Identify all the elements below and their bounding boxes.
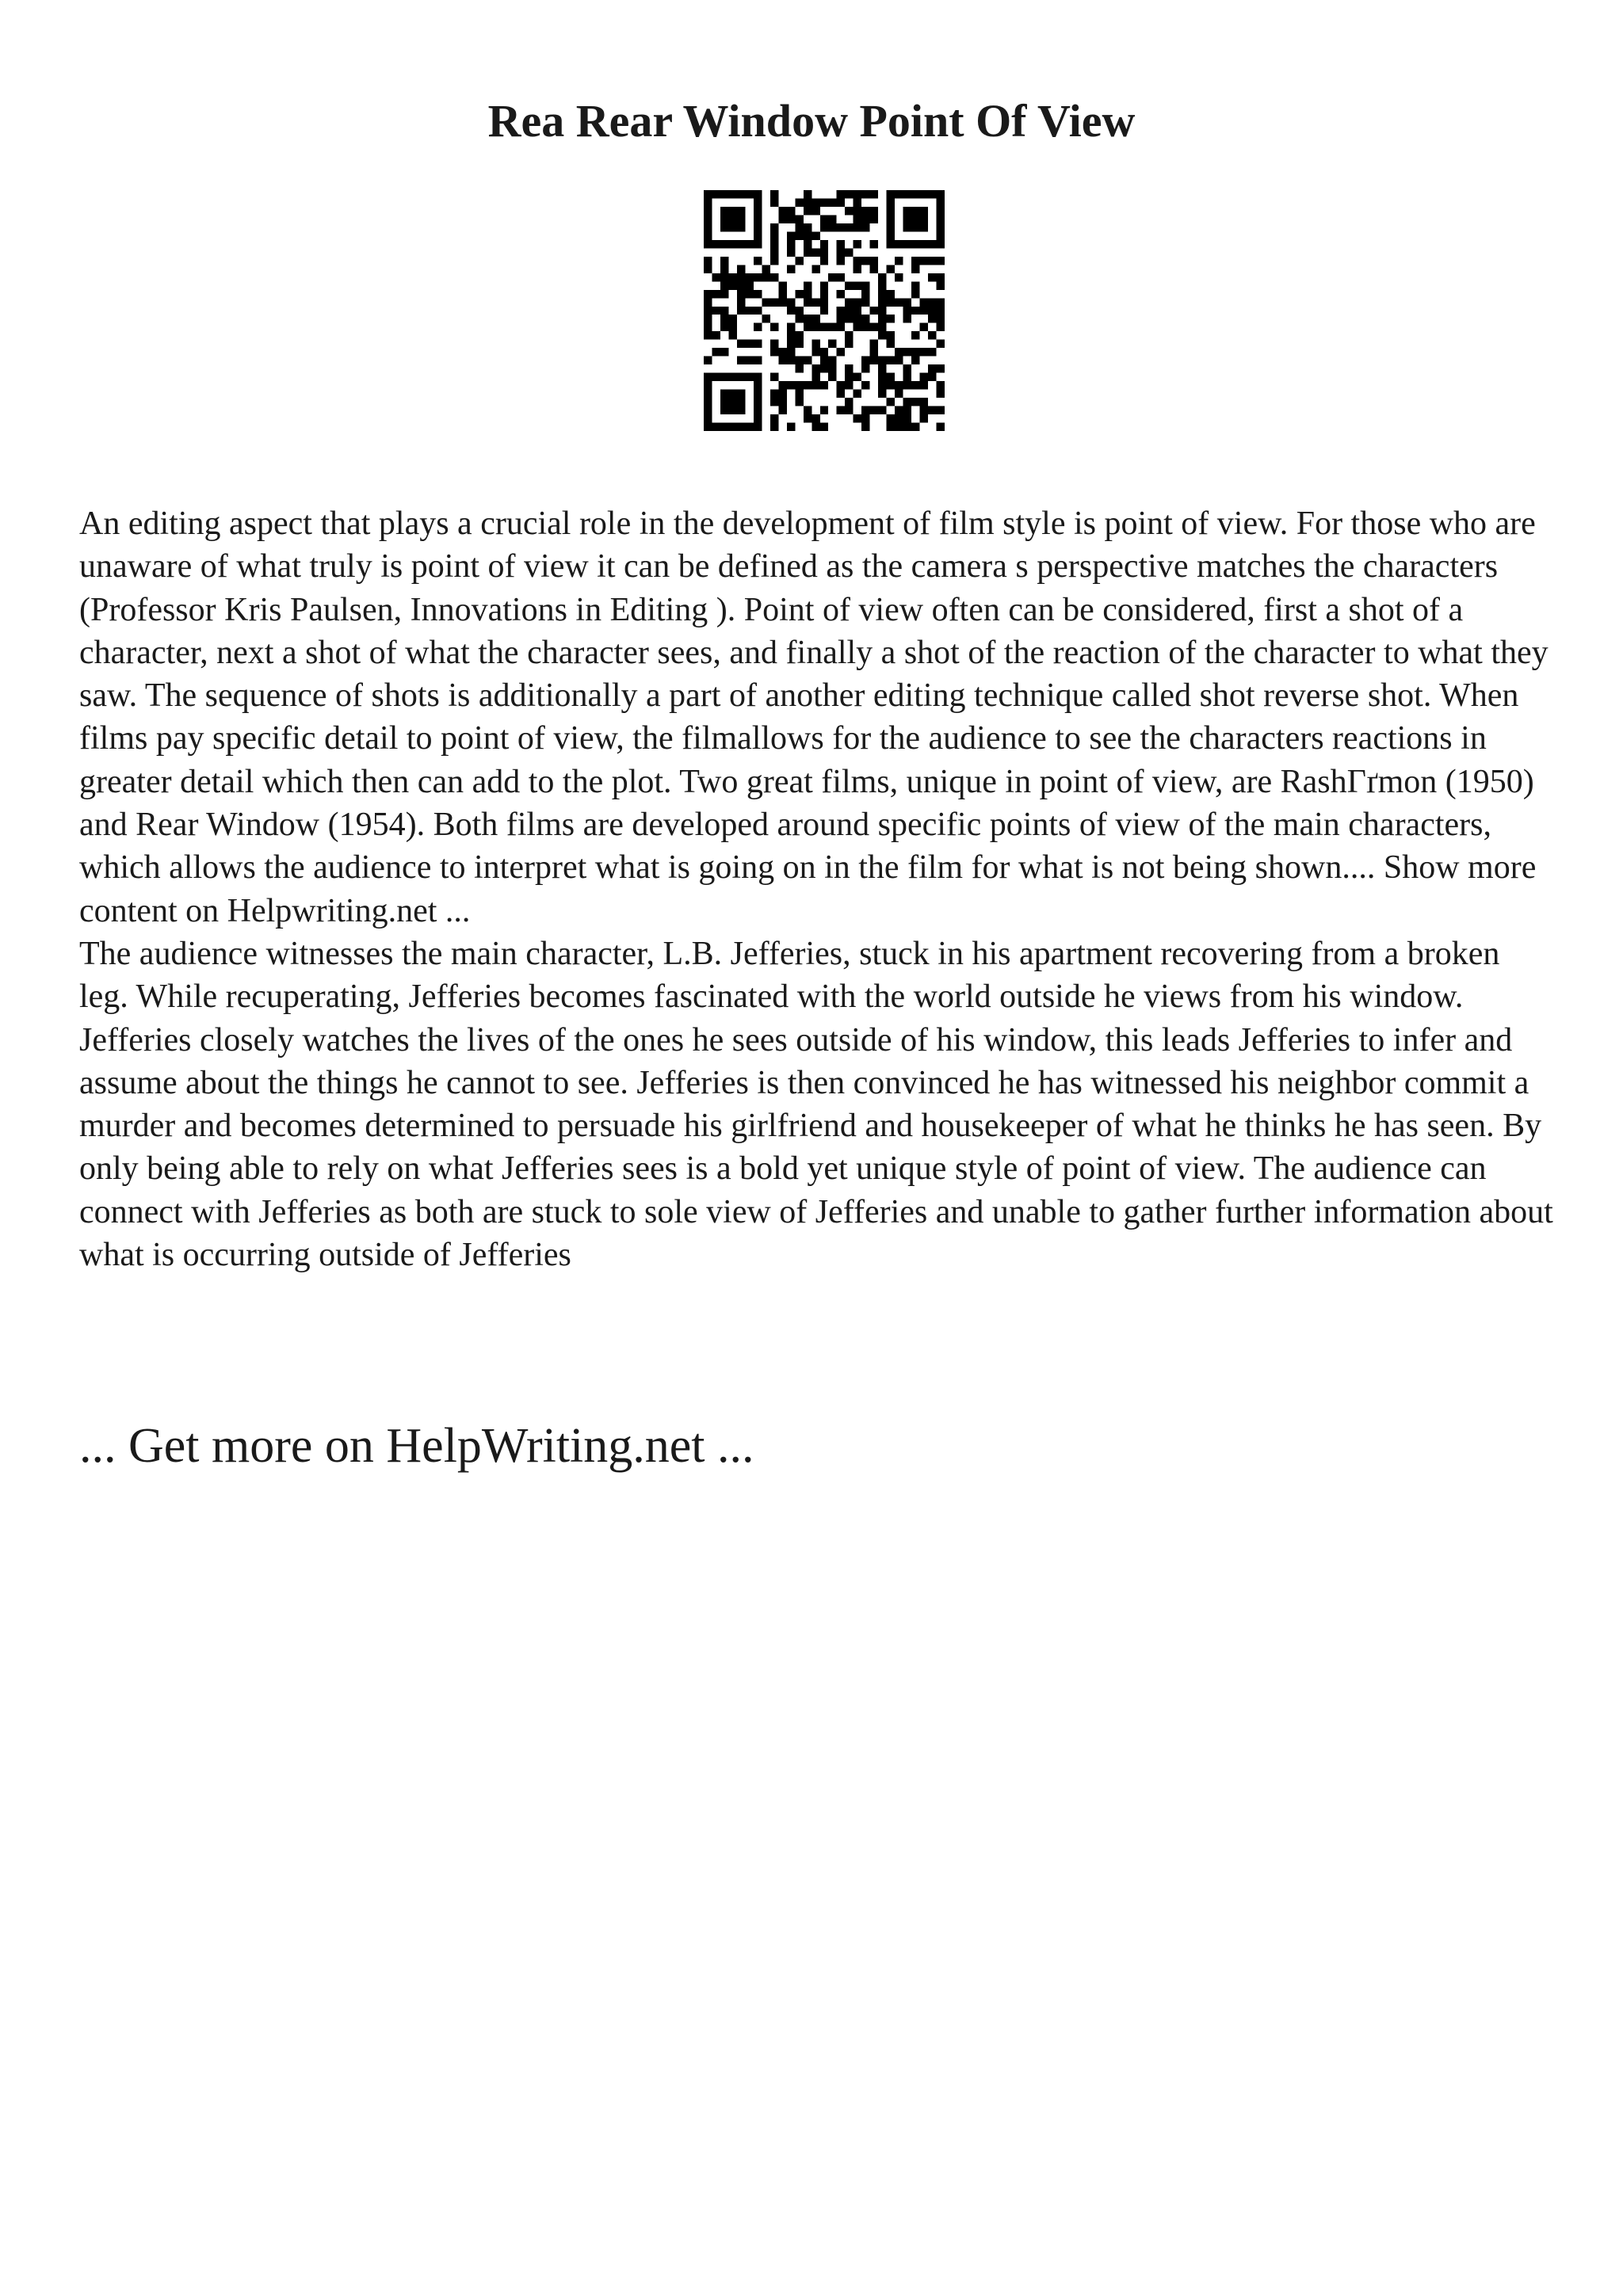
get-more-link[interactable]: ... Get more on HelpWriting.net ... bbox=[79, 1419, 754, 1473]
qr-code-icon[interactable] bbox=[704, 190, 945, 431]
qr-code-graphic bbox=[704, 190, 945, 431]
document-body bbox=[79, 502, 1555, 1276]
body-paragraph-2: The audience witnesses the main character, L.B. Jefferies, stuck in his apartment recovering from a broken leg. While recuperating, Jefferies becomes fascinated with the world outside he views from his window. Jefferies closely watches the lives of the ones he sees outside of his window, this leads Jefferies to infer and assume about the things he cannot to see. Jefferies is then convinced he has witnessed his neighbor commit a murder and becomes determined to persuade his girlfriend and housekeeper of what he thinks he has seen. By only being able to rely on what Jefferies sees is a bold yet unique style of point of view. The audience can connect with Jefferies as both are stuck to sole view of Jefferies and unable to gather further information about what is occurring outside of Jefferies bbox=[79, 935, 1553, 1274]
document-title: Rea Rear Window Point Of View bbox=[487, 95, 1136, 147]
body-paragraph-1: An editing aspect that plays a crucial role in the development of film style is point of view. For those who are unaware of what truly is point of view it can be defined as the camera s perspective matches the characters (Professor Kris Paulsen, Innovations in Editing ). Point of view often can be considered, first a shot of a character, next a shot of what the character sees, and finally a shot of the reaction of the character to what they saw. The sequence of shots is additionally a part of another editing technique called shot reverse shot. When films pay specific detail to point of view, the filmallows for the audience to see the characters reactions in greater detail which then can add to the plot. Two great films, unique in point of view, are RashГґmon (1950) and Rear Window (1954). Both films are developed around specific points of view of the main characters, which allows the audience to interpret what is going on in the film for what is not being shown.... Show more content on Helpwriting.net ... bbox=[79, 505, 1549, 929]
